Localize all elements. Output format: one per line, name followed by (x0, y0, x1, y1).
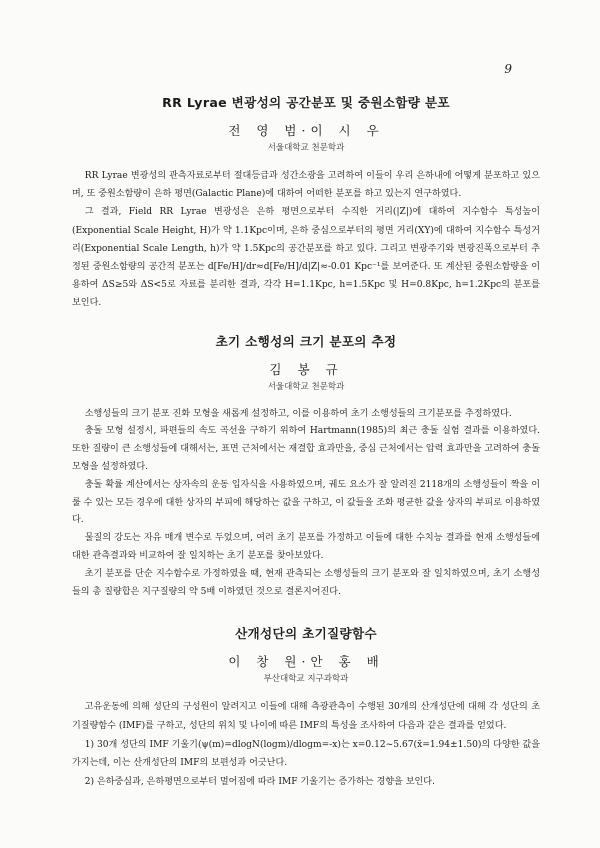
paragraph: RR Lyrae 변광성의 관측자료로부터 절대등급과 성간소광을 고려하여 이들이 우리 은하내에 어떻게 분포하고 있으며, 또 중원소함량이 은하 평면(Galactic Plane)에 대하여 어떠한 분포를 하고 있는지 연구하였다. (72, 171, 540, 200)
paragraph: 1) 30개 성단의 IMF 기울기(ψ(m)=dlogN(logm)/dlogm=-x)는 x=0.12~5.67(x̄=1.94±1.50)의 다양한 값을 가지는데, 이는 산개성단의 IMF의 보편성과 어긋난다. (72, 739, 540, 769)
paragraph: 물질의 강도는 자유 매개 변수로 두었으며, 여러 초기 분포를 가정하고 이들에 대한 수치능 결과를 현재 소행성들에 대한 관측결과와 비교하여 잘 일치하는 초기 분포를 찾아보았다. (72, 533, 540, 561)
section-title: 초기 소행성의 크기 분포의 추정 (215, 333, 397, 349)
paragraph: 2) 은하중심과, 은하평면으로부터 멀어짐에 따라 IMF 기울기는 증가하는 경향을 보인다. (84, 776, 435, 787)
page-number: 9 (504, 62, 512, 76)
section-affiliation: 부산대학교 지구과학과 (263, 674, 349, 685)
section-affiliation: 서울대학교 천문학과 (267, 143, 345, 153)
paragraph: 충돌 모형 설정시, 파편들의 속도 곡선을 구하기 위하여 Hartmann(1985)의 최근 충돌 실험 결과를 이용하였다. 또한 질량이 큰 소행성들에 대해서는, 표면 근처에서는 재결합 효과만을, 중심 근처에서는 압력 효과만을 고려하여 충돌 모형을 설정하였다. (72, 426, 540, 473)
section-authors: 이 창 원·안 홍 배 (228, 654, 384, 670)
paragraph: 소행성들의 크기 분포 진화 모형을 새롭게 설정하고, 이를 이용하여 초기 소행성들의 크기분포를 추정하였다. (84, 408, 512, 419)
section-title: 산개성단의 초기질량함수 (235, 626, 377, 642)
paragraph: 초기 분포를 단순 지수함수로 가정하였을 때, 현재 관측되는 소행성들의 크기 분포와 잘 일치하였으며, 초기 소행성들의 총 질량합은 지구질량의 약 5배 이하였던 것으로 결론지어진다. (72, 568, 540, 597)
section-authors: 김 봉 규 (269, 361, 343, 377)
abstract-open-cluster-imf (72, 623, 540, 791)
abstract-asteroid-size-distribution (72, 331, 540, 602)
paragraph: 그 결과, Field RR Lyrae 변광성은 은하 평면으로부터 수직한 거리(|Z|)에 대하여 지수함수 특성높이(Exponential Scale Height, H)가 약 1.1Kpc이며, 은하 중심으로부터의 평면 거리(XY)에 대하여 지수함수 특성거리(Exponential Scale Length, h)가 약 1.5Kpc의 공간분포를 하고 있다. 그리고 변광주기와 변광진폭으로부터 추정된 중원소함량의 공간적 분포는 d[Fe/H]/dr≈d[Fe/H]/d|Z|≈-0.01 Kpc⁻¹를 보여준다. 또 계산된 중원소함량을 이용하여 ΔS≥5와 ΔS<5로 자료를 분리한 결과, 각각 H=1.1Kpc, h=1.5Kpc 및 H=0.8Kpc, h=1.2Kpc의 분포를 보인다. (72, 207, 540, 309)
page-content (72, 92, 540, 807)
paragraph: 충돌 확률 계산에서는 상자속의 운동 입자식을 사용하였으며, 궤도 요소가 잘 알려진 2118개의 소행성들이 짝을 이룰 수 있는 모든 경우에 대한 상자의 부피에 해당하는 값을 구하고, 이 값들을 조화 평균한 값을 상자의 부피로 이용하였다. (72, 479, 540, 526)
paragraph: 고유운동에 의해 성단의 구성원이 알려지고 이들에 대해 측광관측이 수행된 30개의 산개성단에 대해 각 성단의 초기질량함수 (IMF)를 구하고, 성단의 위치 및 나이에 따른 IMF의 특성을 조사하여 다음과 같은 결과를 얻었다. (72, 702, 540, 731)
section-authors: 전 영 범·이 시 우 (228, 123, 384, 138)
section-title: RR Lyrae 변광성의 공간분포 및 중원소함량 분포 (162, 95, 450, 110)
section-affiliation: 서울대학교 천문학과 (267, 381, 345, 392)
abstract-rr-lyrae (72, 92, 540, 313)
